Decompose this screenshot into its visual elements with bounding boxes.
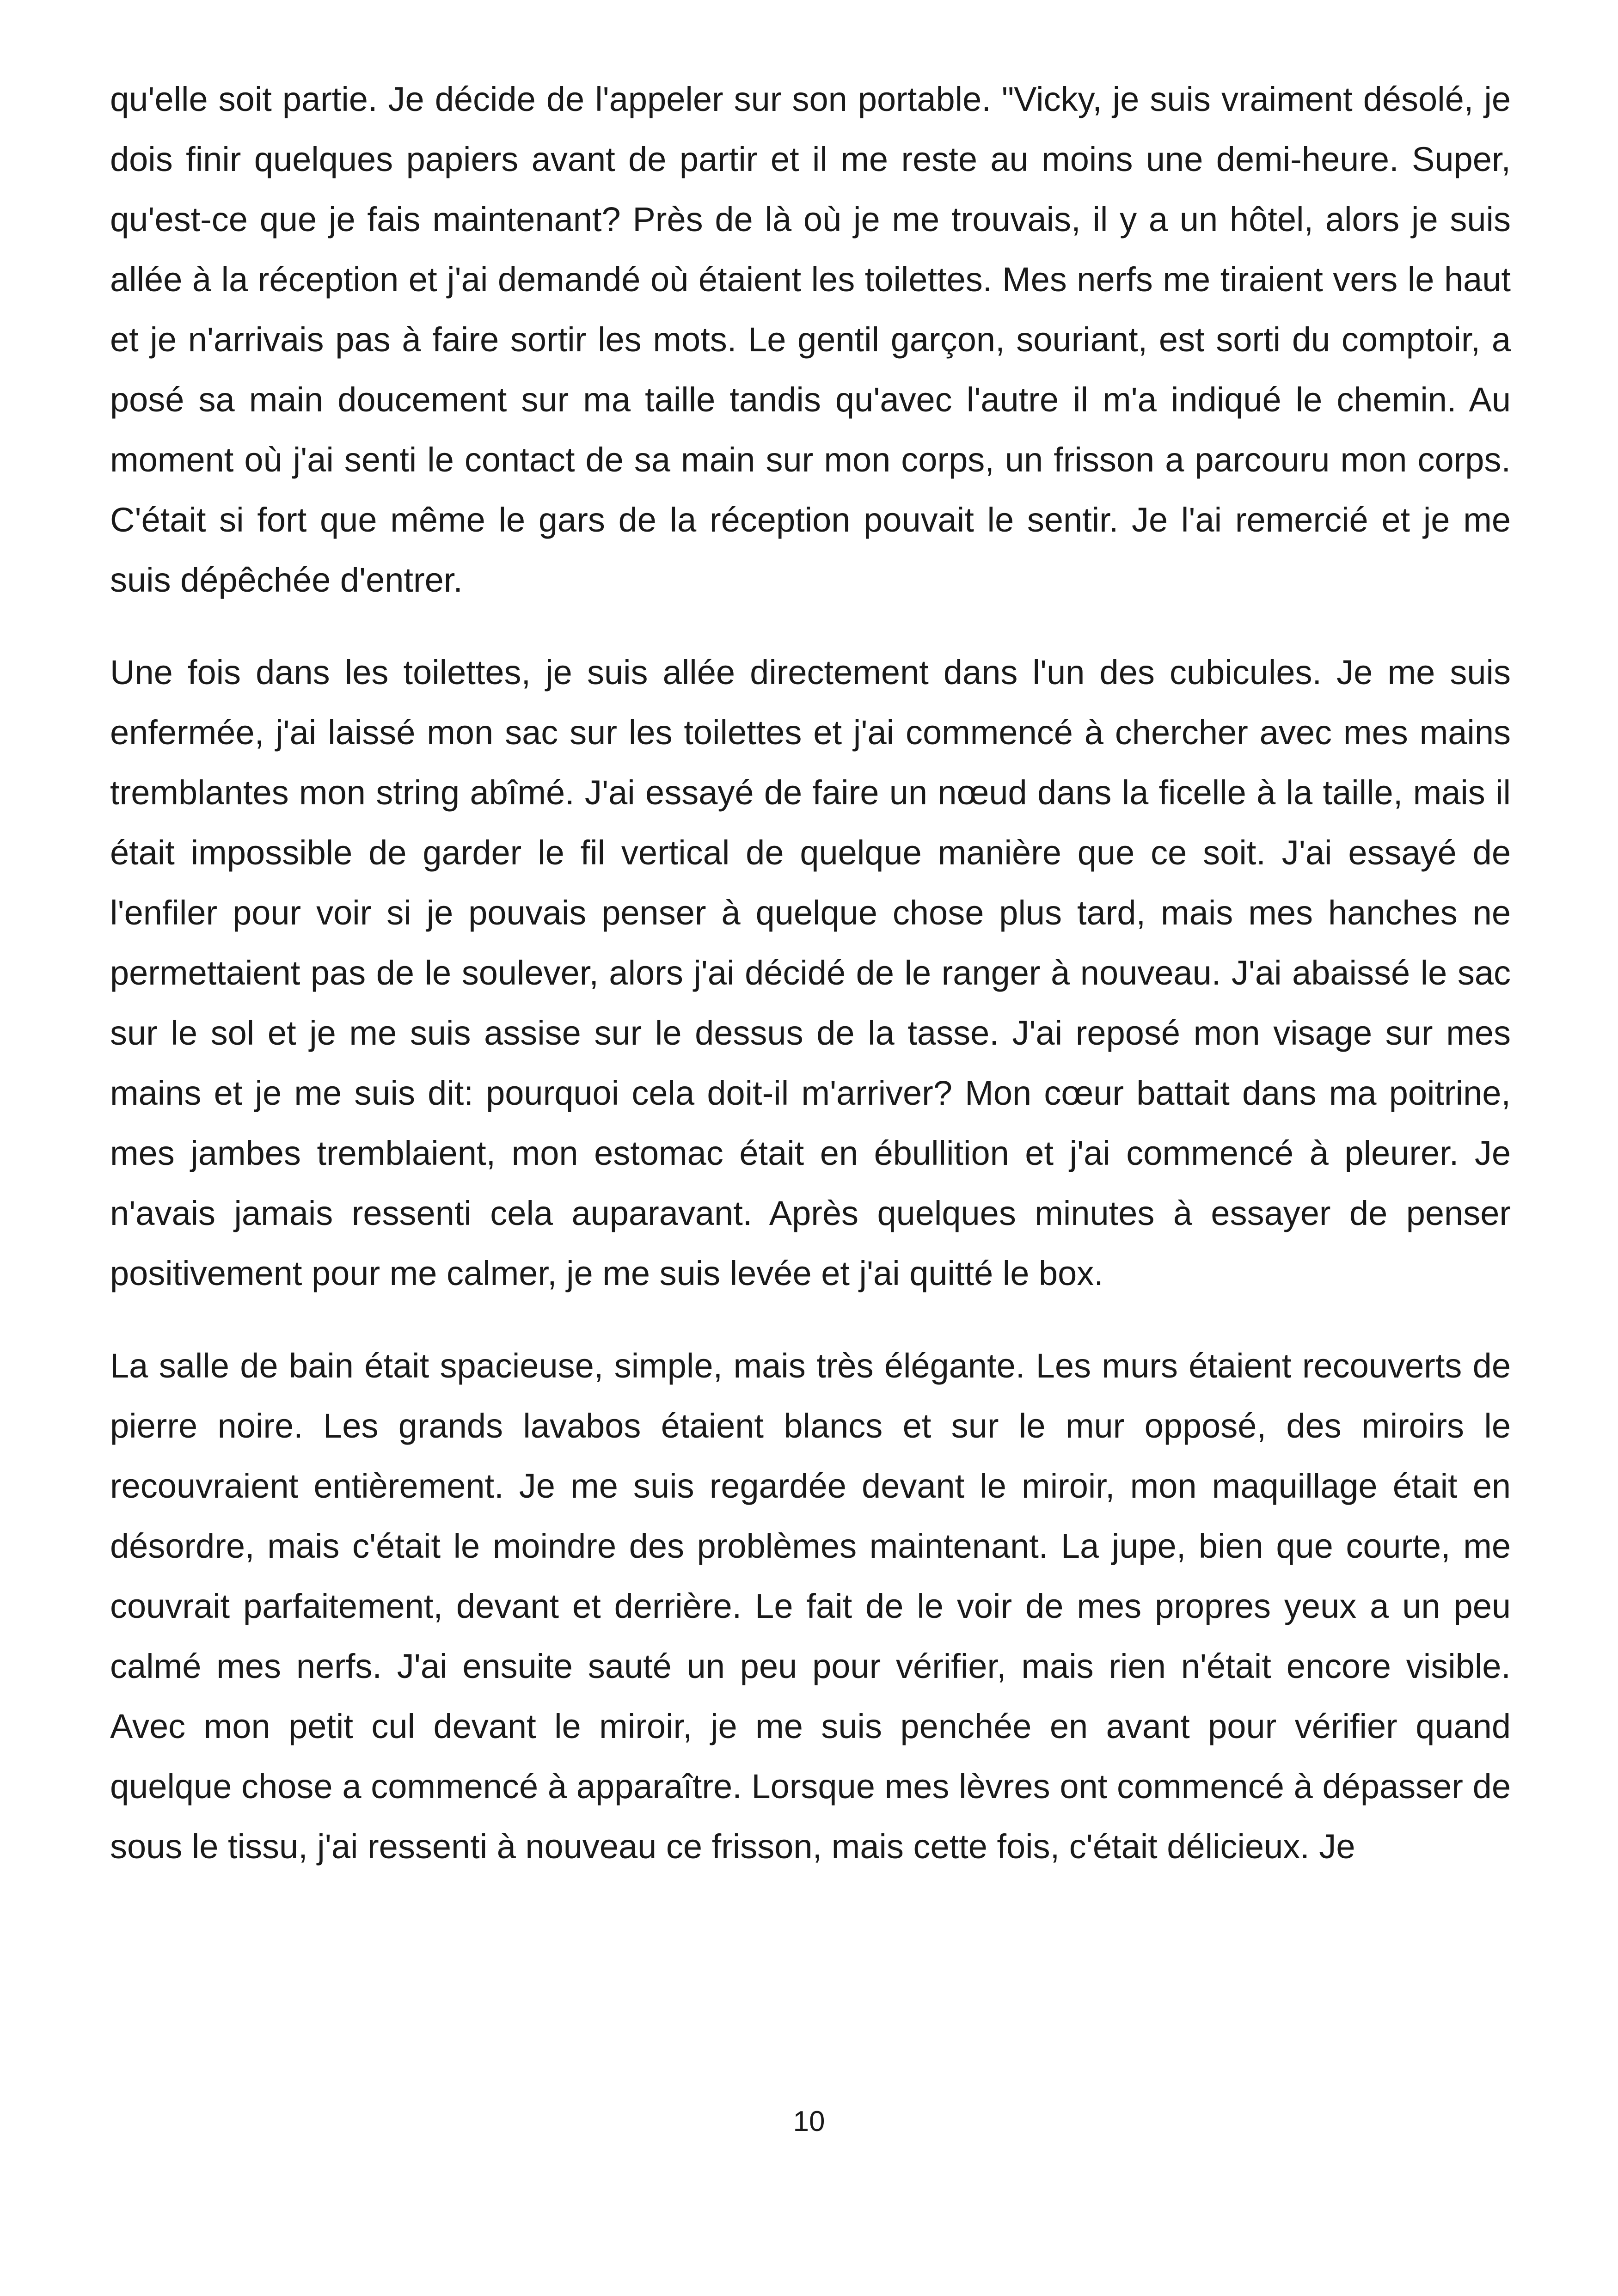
- paragraph-2: Une fois dans les toilettes, je suis allée directement dans l'un des cubicules. Je me suis enfermée, j'ai laissé mon sac sur les toilettes et j'ai commencé à chercher avec mes mains tremblantes mon string abîmé. J'ai essayé de faire un nœud dans la ficelle à la taille, mais il était impossible de garder le fil vertical de quelque manière que ce soit. J'ai essayé de l'enfiler pour voir si je pouvais penser à quelque chose plus tard, mais mes hanches ne permettaient pas de le soulever, alors j'ai décidé de le ranger à nouveau. J'ai abaissé le sac sur le sol et je me suis assise sur le dessus de la tasse. J'ai reposé mon visage sur mes mains et je me suis dit: pourquoi cela doit-il m'arriver? Mon cœur battait dans ma poitrine, mes jambes tremblaient, mon estomac était en ébullition et j'ai commencé à pleurer. Je n'avais jamais ressenti cela auparavant. Après quelques minutes à essayer de penser positivement pour me calmer, je me suis levée et j'ai quitté le box.: [110, 653, 1511, 1292]
- text-body: [110, 69, 1511, 1909]
- paragraph-1: qu'elle soit partie. Je décide de l'appeler sur son portable. "Vicky, je suis vraiment désolé, je dois finir quelques papiers avant de partir et il me reste au moins une demi-heure. Super, qu'est-ce que je fais maintenant? Près de là où je me trouvais, il y a un hôtel, alors je suis allée à la réception et j'ai demandé où étaient les toilettes. Mes nerfs me tiraient vers le haut et je n'arrivais pas à faire sortir les mots. Le gentil garçon, souriant, est sorti du comptoir, a posé sa main doucement sur ma taille tandis qu'avec l'autre il m'a indiqué le chemin. Au moment où j'ai senti le contact de sa main sur mon corps, un frisson a parcouru mon corps. C'était si fort que même le gars de la réception pouvait le sentir. Je l'ai remercié et je me suis dépêchée d'entrer.: [110, 80, 1511, 599]
- page-number: 10: [793, 2106, 825, 2137]
- paragraph-3: La salle de bain était spacieuse, simple, mais très élégante. Les murs étaient recouverts de pierre noire. Les grands lavabos étaient blancs et sur le mur opposé, des miroirs le recouvraient entièrement. Je me suis regardée devant le miroir, mon maquillage était en désordre, mais c'était le moindre des problèmes maintenant. La jupe, bien que courte, me couvrait parfaitement, devant et derrière. Le fait de le voir de mes propres yeux a un peu calmé mes nerfs. J'ai ensuite sauté un peu pour vérifier, mais rien n'était encore visible. Avec mon petit cul devant le miroir, je me suis penchée en avant pour vérifier quand quelque chose a commencé à apparaître. Lorsque mes lèvres ont commencé à dépasser de sous le tissu, j'ai ressenti à nouveau ce frisson, mais cette fois, c'était délicieux. Je: [110, 1347, 1511, 1866]
